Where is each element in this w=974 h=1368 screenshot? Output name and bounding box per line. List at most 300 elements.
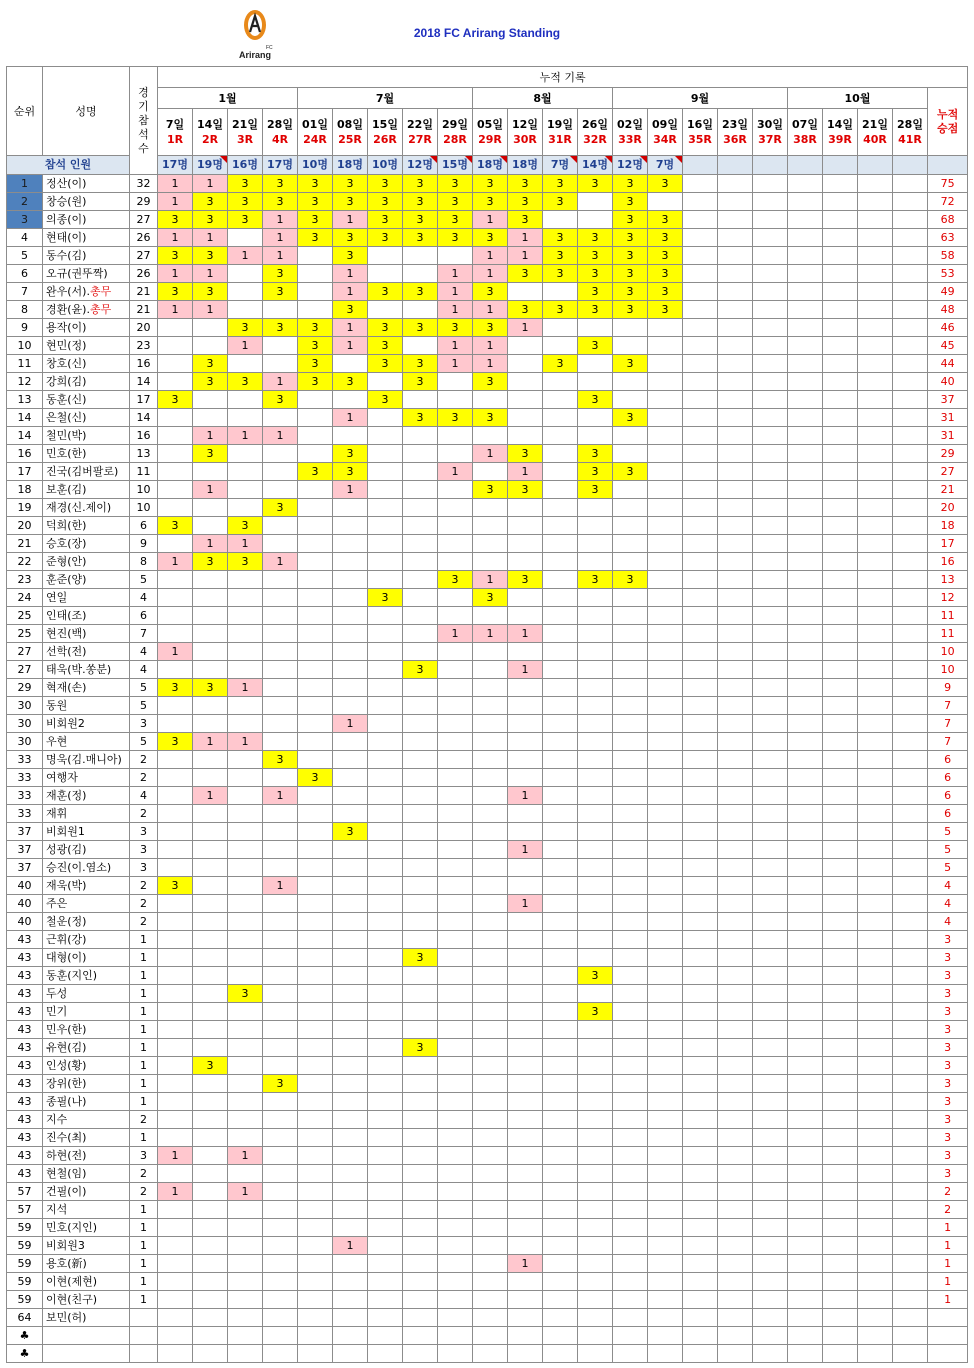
points-cell: 6 bbox=[928, 805, 968, 823]
result-cell bbox=[578, 877, 613, 895]
player-name: 선학(전) bbox=[43, 643, 130, 661]
result-cell bbox=[613, 859, 648, 877]
result-cell bbox=[648, 463, 683, 481]
result-cell bbox=[823, 733, 858, 751]
points-cell: 29 bbox=[928, 445, 968, 463]
result-cell bbox=[298, 823, 333, 841]
result-cell bbox=[508, 1165, 543, 1183]
result-cell bbox=[263, 1111, 298, 1129]
result-cell: 1 bbox=[333, 211, 368, 229]
result-cell: 3 bbox=[613, 463, 648, 481]
result-cell bbox=[893, 373, 928, 391]
result-cell bbox=[753, 463, 788, 481]
table-row bbox=[7, 445, 968, 463]
result-cell bbox=[438, 589, 473, 607]
result-cell: 1 bbox=[508, 895, 543, 913]
result-cell bbox=[753, 1291, 788, 1309]
result-cell: 3 bbox=[438, 571, 473, 589]
result-cell bbox=[403, 1327, 438, 1345]
result-cell bbox=[718, 985, 753, 1003]
table-row bbox=[7, 661, 968, 679]
points-cell: 5 bbox=[928, 823, 968, 841]
result-cell bbox=[263, 355, 298, 373]
result-cell bbox=[333, 769, 368, 787]
result-cell bbox=[753, 265, 788, 283]
player-name: 보훈(김) bbox=[43, 481, 130, 499]
result-cell bbox=[718, 1039, 753, 1057]
result-cell bbox=[858, 517, 893, 535]
result-cell bbox=[193, 1327, 228, 1345]
result-cell bbox=[438, 913, 473, 931]
result-cell bbox=[823, 1309, 858, 1327]
result-cell: 3 bbox=[508, 445, 543, 463]
result-cell bbox=[788, 445, 823, 463]
result-cell bbox=[403, 553, 438, 571]
result-cell bbox=[893, 787, 928, 805]
result-cell bbox=[228, 823, 263, 841]
result-cell bbox=[578, 499, 613, 517]
result-cell bbox=[823, 1291, 858, 1309]
result-cell bbox=[473, 1255, 508, 1273]
games-count: 26 bbox=[130, 265, 158, 283]
result-cell bbox=[648, 589, 683, 607]
result-cell bbox=[893, 1273, 928, 1291]
result-cell bbox=[683, 1129, 718, 1147]
result-cell bbox=[193, 625, 228, 643]
result-cell: 3 bbox=[508, 481, 543, 499]
result-cell bbox=[683, 553, 718, 571]
result-cell bbox=[228, 445, 263, 463]
result-cell bbox=[298, 445, 333, 463]
result-cell bbox=[613, 391, 648, 409]
result-cell bbox=[648, 1237, 683, 1255]
result-cell: 3 bbox=[578, 265, 613, 283]
result-cell bbox=[263, 1273, 298, 1291]
games-count: 2 bbox=[130, 805, 158, 823]
result-cell bbox=[298, 1309, 333, 1327]
result-cell: 3 bbox=[193, 283, 228, 301]
rank-cell: 43 bbox=[7, 931, 43, 949]
rank-cell: 33 bbox=[7, 769, 43, 787]
table-row bbox=[7, 499, 968, 517]
result-cell bbox=[473, 535, 508, 553]
result-cell bbox=[823, 697, 858, 715]
result-cell bbox=[263, 985, 298, 1003]
result-cell bbox=[788, 1183, 823, 1201]
rank-cell: 6 bbox=[7, 265, 43, 283]
result-cell bbox=[893, 751, 928, 769]
result-cell bbox=[718, 823, 753, 841]
result-cell bbox=[543, 913, 578, 931]
result-cell bbox=[438, 1273, 473, 1291]
attendance-count bbox=[823, 156, 858, 175]
result-cell bbox=[718, 1201, 753, 1219]
result-cell: 1 bbox=[158, 1147, 193, 1165]
result-cell bbox=[298, 1273, 333, 1291]
result-cell: 3 bbox=[228, 319, 263, 337]
result-cell bbox=[788, 337, 823, 355]
round-header bbox=[648, 109, 683, 156]
round-day: 05일 bbox=[477, 118, 503, 131]
result-cell bbox=[788, 1237, 823, 1255]
result-cell bbox=[228, 409, 263, 427]
result-cell bbox=[228, 1291, 263, 1309]
result-cell bbox=[893, 1003, 928, 1021]
result-cell bbox=[648, 1147, 683, 1165]
rank-cell: 43 bbox=[7, 985, 43, 1003]
result-cell bbox=[683, 643, 718, 661]
rank-cell: 19 bbox=[7, 499, 43, 517]
comment-marker bbox=[430, 156, 437, 163]
result-cell bbox=[333, 1075, 368, 1093]
result-cell bbox=[298, 733, 333, 751]
player-name: 경환(윤).총무 bbox=[43, 301, 130, 319]
result-cell: 3 bbox=[403, 229, 438, 247]
player-name: 명욱(김.매니아) bbox=[43, 751, 130, 769]
player-name: 승호(장) bbox=[43, 535, 130, 553]
result-cell bbox=[438, 1039, 473, 1057]
result-cell: 1 bbox=[473, 211, 508, 229]
attendance-points-blank bbox=[928, 156, 968, 175]
result-cell bbox=[438, 697, 473, 715]
result-cell bbox=[263, 1255, 298, 1273]
games-count: 6 bbox=[130, 607, 158, 625]
result-cell bbox=[403, 1237, 438, 1255]
result-cell bbox=[403, 985, 438, 1003]
result-cell bbox=[438, 1237, 473, 1255]
result-cell bbox=[473, 553, 508, 571]
result-cell bbox=[368, 1309, 403, 1327]
result-cell: 1 bbox=[228, 247, 263, 265]
result-cell bbox=[858, 715, 893, 733]
result-cell bbox=[543, 931, 578, 949]
result-cell bbox=[858, 409, 893, 427]
result-cell: 1 bbox=[438, 301, 473, 319]
result-cell bbox=[403, 1129, 438, 1147]
result-cell bbox=[368, 967, 403, 985]
table-row bbox=[7, 373, 968, 391]
result-cell bbox=[473, 607, 508, 625]
result-cell: 1 bbox=[263, 247, 298, 265]
result-cell bbox=[893, 985, 928, 1003]
table-row bbox=[7, 859, 968, 877]
result-cell bbox=[578, 193, 613, 211]
result-cell bbox=[648, 769, 683, 787]
result-cell bbox=[158, 535, 193, 553]
result-cell bbox=[788, 1255, 823, 1273]
result-cell: 3 bbox=[228, 211, 263, 229]
result-cell bbox=[263, 643, 298, 661]
result-cell bbox=[613, 1255, 648, 1273]
result-cell bbox=[718, 1327, 753, 1345]
result-cell bbox=[508, 643, 543, 661]
result-cell bbox=[543, 589, 578, 607]
round-header bbox=[403, 109, 438, 156]
result-cell bbox=[753, 1255, 788, 1273]
result-cell bbox=[718, 535, 753, 553]
result-cell: 3 bbox=[543, 247, 578, 265]
result-cell bbox=[473, 1309, 508, 1327]
round-day: 30일 bbox=[757, 118, 783, 131]
result-cell bbox=[683, 607, 718, 625]
result-cell bbox=[788, 1345, 823, 1363]
result-cell bbox=[263, 1021, 298, 1039]
result-cell bbox=[543, 769, 578, 787]
player-name: 혁재(손) bbox=[43, 679, 130, 697]
result-cell bbox=[788, 1165, 823, 1183]
result-cell bbox=[263, 1237, 298, 1255]
result-cell bbox=[333, 1183, 368, 1201]
player-name: 성광(김) bbox=[43, 841, 130, 859]
result-cell bbox=[368, 625, 403, 643]
result-cell bbox=[858, 1147, 893, 1165]
games-count: 2 bbox=[130, 1111, 158, 1129]
result-cell bbox=[438, 1057, 473, 1075]
result-cell bbox=[753, 553, 788, 571]
result-cell bbox=[543, 337, 578, 355]
result-cell bbox=[823, 571, 858, 589]
result-cell: 3 bbox=[438, 319, 473, 337]
result-cell bbox=[158, 1075, 193, 1093]
result-cell: 3 bbox=[193, 211, 228, 229]
result-cell bbox=[228, 805, 263, 823]
result-cell bbox=[368, 1165, 403, 1183]
result-cell bbox=[718, 499, 753, 517]
result-cell: 3 bbox=[403, 1039, 438, 1057]
result-cell bbox=[333, 1147, 368, 1165]
result-cell bbox=[473, 751, 508, 769]
result-cell: 3 bbox=[578, 463, 613, 481]
table-row bbox=[7, 319, 968, 337]
result-cell bbox=[473, 715, 508, 733]
result-cell bbox=[403, 1057, 438, 1075]
points-cell: 20 bbox=[928, 499, 968, 517]
result-cell: 1 bbox=[508, 319, 543, 337]
result-cell bbox=[228, 1201, 263, 1219]
result-cell bbox=[788, 319, 823, 337]
result-cell bbox=[333, 607, 368, 625]
result-cell bbox=[893, 1255, 928, 1273]
result-cell bbox=[683, 1219, 718, 1237]
result-cell bbox=[368, 1093, 403, 1111]
result-cell: 3 bbox=[368, 391, 403, 409]
points-cell: 2 bbox=[928, 1183, 968, 1201]
result-cell bbox=[718, 697, 753, 715]
games-count: 16 bbox=[130, 427, 158, 445]
result-cell: 3 bbox=[508, 571, 543, 589]
result-cell bbox=[753, 625, 788, 643]
result-cell: 3 bbox=[193, 193, 228, 211]
result-cell bbox=[333, 1129, 368, 1147]
rank-cell: 43 bbox=[7, 1129, 43, 1147]
result-cell: 3 bbox=[613, 229, 648, 247]
result-cell: 1 bbox=[228, 733, 263, 751]
result-cell bbox=[823, 535, 858, 553]
result-cell bbox=[263, 733, 298, 751]
result-cell bbox=[753, 715, 788, 733]
result-cell bbox=[683, 391, 718, 409]
result-cell bbox=[403, 823, 438, 841]
round-header bbox=[753, 109, 788, 156]
result-cell: 1 bbox=[438, 283, 473, 301]
result-cell bbox=[823, 409, 858, 427]
result-cell bbox=[788, 355, 823, 373]
table-row bbox=[7, 283, 968, 301]
result-cell bbox=[613, 679, 648, 697]
result-cell bbox=[158, 931, 193, 949]
result-cell bbox=[298, 805, 333, 823]
result-cell bbox=[788, 823, 823, 841]
result-cell bbox=[823, 499, 858, 517]
table-row bbox=[7, 931, 968, 949]
result-cell bbox=[193, 1219, 228, 1237]
result-cell bbox=[858, 823, 893, 841]
result-cell bbox=[893, 247, 928, 265]
result-cell bbox=[263, 931, 298, 949]
result-cell bbox=[788, 697, 823, 715]
points-cell: 58 bbox=[928, 247, 968, 265]
points-cell: 3 bbox=[928, 1111, 968, 1129]
result-cell bbox=[648, 931, 683, 949]
result-cell bbox=[683, 1273, 718, 1291]
result-cell bbox=[718, 373, 753, 391]
result-cell bbox=[683, 697, 718, 715]
result-cell bbox=[613, 715, 648, 733]
result-cell bbox=[298, 1075, 333, 1093]
result-cell: 1 bbox=[508, 841, 543, 859]
points-cell bbox=[928, 1327, 968, 1345]
result-cell: 3 bbox=[333, 247, 368, 265]
result-cell bbox=[438, 751, 473, 769]
result-cell: 3 bbox=[648, 229, 683, 247]
round-number: 33R bbox=[618, 133, 642, 146]
result-cell: 3 bbox=[613, 175, 648, 193]
result-cell bbox=[473, 1219, 508, 1237]
result-cell: 3 bbox=[543, 193, 578, 211]
result-cell bbox=[893, 499, 928, 517]
result-cell bbox=[368, 481, 403, 499]
result-cell bbox=[858, 1219, 893, 1237]
result-cell bbox=[788, 949, 823, 967]
player-name: 현철(임) bbox=[43, 1165, 130, 1183]
result-cell bbox=[368, 1039, 403, 1057]
result-cell bbox=[193, 913, 228, 931]
result-cell bbox=[578, 895, 613, 913]
result-cell bbox=[228, 967, 263, 985]
result-cell bbox=[473, 499, 508, 517]
round-day: 26일 bbox=[582, 118, 608, 131]
result-cell bbox=[858, 1255, 893, 1273]
result-cell bbox=[473, 769, 508, 787]
result-cell bbox=[753, 283, 788, 301]
result-cell: 3 bbox=[158, 211, 193, 229]
result-cell bbox=[368, 1075, 403, 1093]
result-cell bbox=[613, 517, 648, 535]
result-cell bbox=[823, 769, 858, 787]
table-row bbox=[7, 1039, 968, 1057]
table-row bbox=[7, 193, 968, 211]
result-cell: 1 bbox=[193, 481, 228, 499]
result-cell bbox=[543, 283, 578, 301]
result-cell bbox=[753, 1057, 788, 1075]
result-cell bbox=[333, 841, 368, 859]
result-cell bbox=[788, 247, 823, 265]
result-cell bbox=[893, 553, 928, 571]
rank-cell: 16 bbox=[7, 445, 43, 463]
result-cell bbox=[193, 949, 228, 967]
result-cell bbox=[158, 1345, 193, 1363]
rank-cell: 23 bbox=[7, 571, 43, 589]
result-cell bbox=[333, 913, 368, 931]
result-cell bbox=[753, 1183, 788, 1201]
result-cell bbox=[578, 1129, 613, 1147]
rank-cell: 59 bbox=[7, 1291, 43, 1309]
table-row bbox=[7, 715, 968, 733]
result-cell bbox=[718, 1003, 753, 1021]
round-day: 28일 bbox=[897, 118, 923, 131]
result-cell bbox=[543, 949, 578, 967]
table-row bbox=[7, 679, 968, 697]
result-cell: 3 bbox=[368, 193, 403, 211]
attendance-count: 12명 bbox=[403, 156, 438, 175]
round-number: 40R bbox=[863, 133, 887, 146]
result-cell bbox=[858, 661, 893, 679]
round-number: 36R bbox=[723, 133, 747, 146]
result-cell bbox=[158, 661, 193, 679]
result-cell bbox=[578, 409, 613, 427]
points-cell: 49 bbox=[928, 283, 968, 301]
result-cell bbox=[298, 859, 333, 877]
result-cell bbox=[403, 751, 438, 769]
result-cell: 1 bbox=[263, 787, 298, 805]
result-cell bbox=[543, 1201, 578, 1219]
table-row bbox=[7, 301, 968, 319]
result-cell bbox=[158, 463, 193, 481]
result-cell bbox=[823, 247, 858, 265]
result-cell bbox=[613, 1219, 648, 1237]
points-cell: 72 bbox=[928, 193, 968, 211]
round-number: 31R bbox=[548, 133, 572, 146]
result-cell bbox=[473, 841, 508, 859]
result-cell bbox=[858, 1201, 893, 1219]
result-cell bbox=[858, 1039, 893, 1057]
result-cell bbox=[473, 1237, 508, 1255]
result-cell bbox=[613, 319, 648, 337]
result-cell bbox=[403, 391, 438, 409]
rank-cell: 40 bbox=[7, 877, 43, 895]
result-cell bbox=[613, 337, 648, 355]
result-cell: 3 bbox=[193, 1057, 228, 1075]
result-cell bbox=[438, 769, 473, 787]
result-cell bbox=[193, 1111, 228, 1129]
result-cell bbox=[228, 1111, 263, 1129]
result-cell bbox=[753, 895, 788, 913]
result-cell bbox=[718, 1057, 753, 1075]
result-cell bbox=[508, 859, 543, 877]
result-cell bbox=[403, 1309, 438, 1327]
table-row bbox=[7, 769, 968, 787]
round-header bbox=[298, 109, 333, 156]
result-cell bbox=[718, 517, 753, 535]
result-cell bbox=[893, 607, 928, 625]
result-cell bbox=[263, 1327, 298, 1345]
table-row bbox=[7, 1273, 968, 1291]
result-cell bbox=[333, 805, 368, 823]
result-cell: 3 bbox=[368, 211, 403, 229]
result-cell bbox=[508, 517, 543, 535]
result-cell bbox=[298, 499, 333, 517]
result-cell bbox=[823, 265, 858, 283]
